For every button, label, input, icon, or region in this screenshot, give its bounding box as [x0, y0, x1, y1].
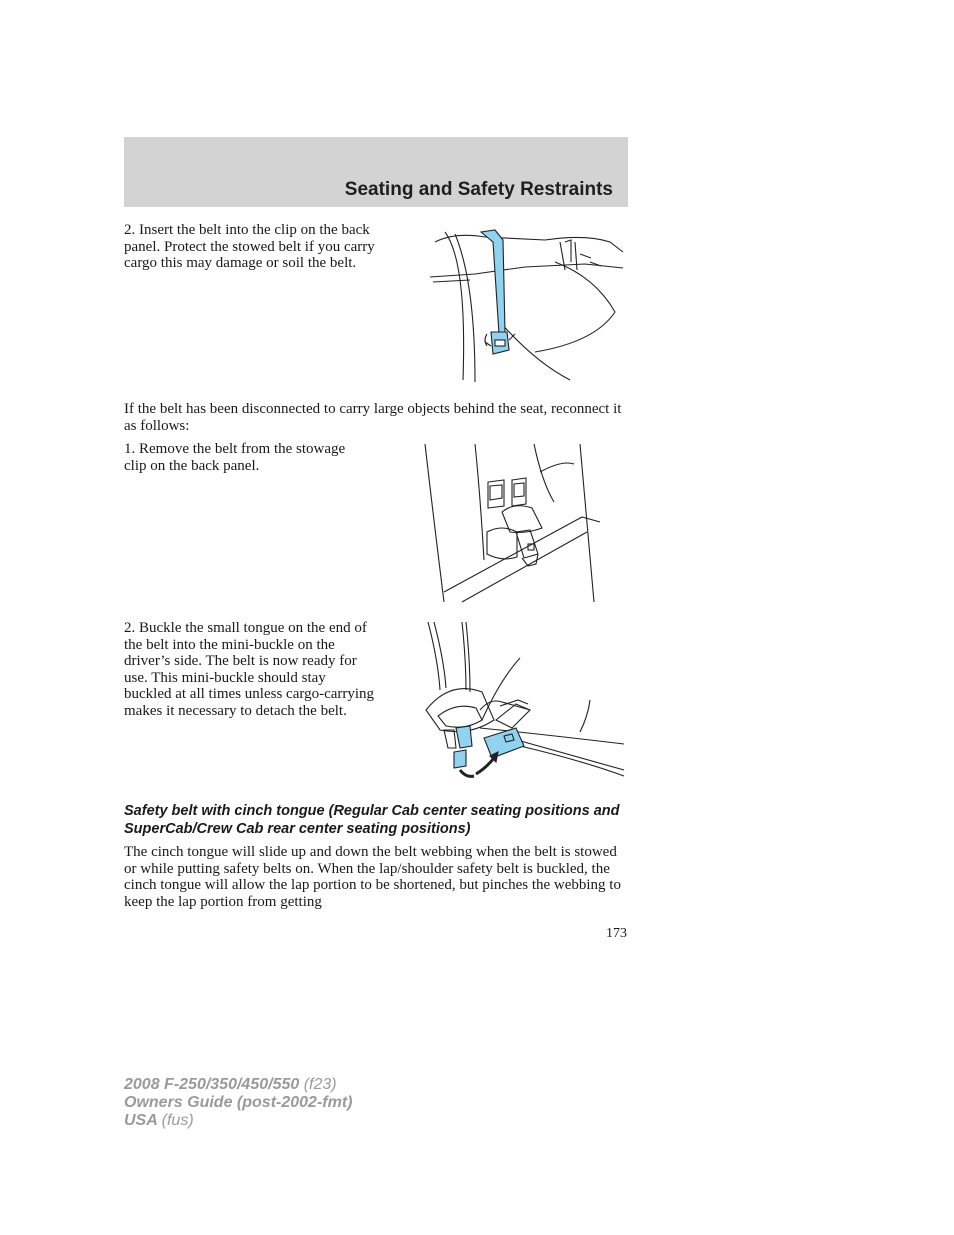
disconnected-belt-intro: If the belt has been disconnected to carry large objects behind the seat, reconnect it as follows: — [124, 401, 622, 434]
footer-guide: Owners Guide (post-2002-fmt) — [124, 1094, 353, 1111]
step-buckle-tongue: 2. Buckle the small tongue on the end of the belt into the mini-buckle on the driver’s side. The belt is now ready for use. This mini-buckle should stay buckled at all times unless cargo-carrying makes it necessary to detach the belt. — [124, 620, 375, 719]
document-footer — [124, 1076, 352, 1130]
page-number: 173 — [606, 926, 627, 941]
section-header-band — [124, 137, 628, 207]
footer-model: 2008 F-250/350/450/550 — [124, 1076, 300, 1093]
step-remove-belt: 1. Remove the belt from the stowage clip on the back panel. — [124, 441, 346, 474]
illustration-belt-stowed-clip — [425, 222, 625, 384]
section-title: Seating and Safety Restraints — [344, 179, 613, 200]
cinch-tongue-body: The cinch tongue will slide up and down the belt webbing when the belt is stowed or while putting safety belts on. When the lap/shoulder safety belt is buckled, the cinch tongue will allow the lap portion to be shortened, but pinches the webbing to keep the lap portion from getting — [124, 844, 621, 910]
cinch-tongue-heading: Safety belt with cinch tongue (Regular Cab center seating positions and SuperCab/Crew Cab rear center seating positions) — [124, 803, 620, 837]
footer-region-code: (fus) — [161, 1112, 194, 1129]
footer-model-code: (f23) — [303, 1076, 337, 1093]
step-insert-belt: 2. Insert the belt into the clip on the back panel. Protect the stowed belt if you carry cargo this may damage or soil the belt. — [124, 222, 375, 271]
illustration-remove-belt-from-clip — [422, 442, 602, 604]
illustration-mini-buckle — [420, 620, 628, 782]
footer-region: USA — [124, 1112, 158, 1129]
